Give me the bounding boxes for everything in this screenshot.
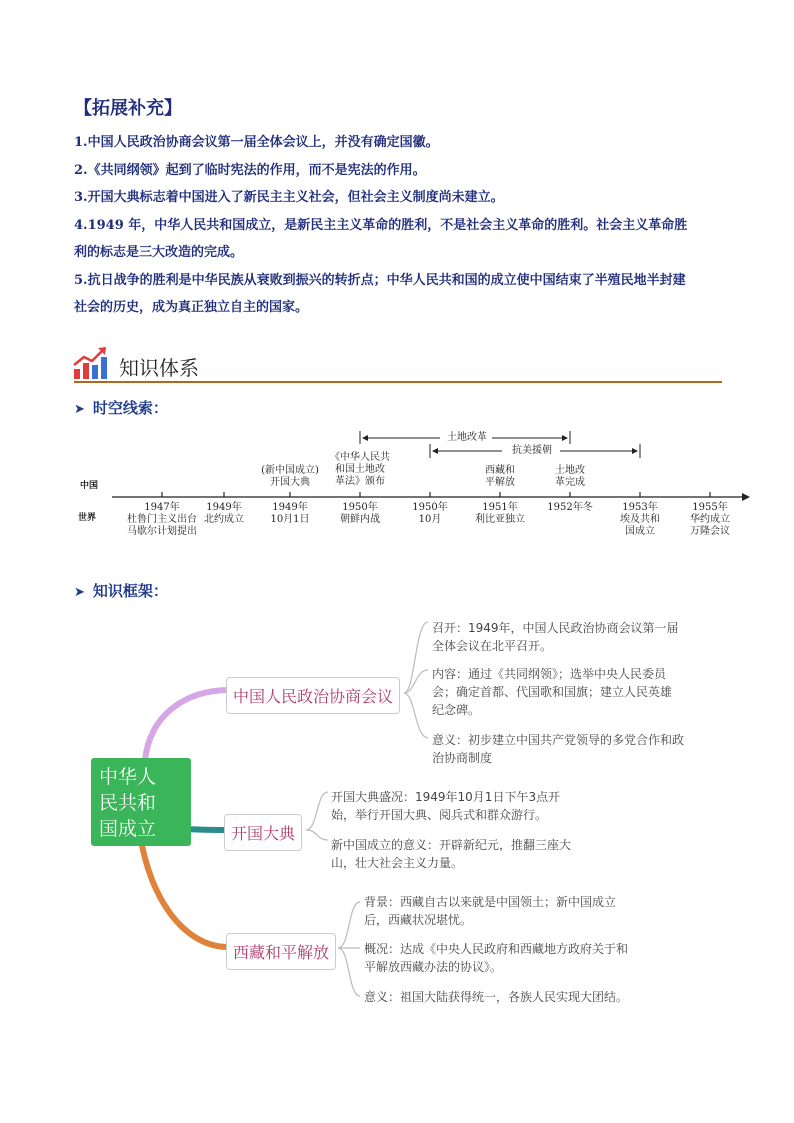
- china-event: 《中华人民共 和国土地改 革法》颁布: [330, 452, 390, 487]
- mindmap-note: 新中国成立的意义：开辟新纪元，推翻三座大 山，壮大社会主义力量。: [331, 838, 572, 870]
- span-label: 土地改革: [447, 432, 487, 443]
- mindmap-topic-tibet-liberation: 西藏和平解放: [226, 933, 336, 970]
- mindmap-root: 中华人 民共和 国成立: [91, 758, 191, 846]
- extension-line: 利的标志是三大改造的完成。: [74, 245, 244, 260]
- mindmap-note: 召开：1949年，中国人民政治协商会议第一届 全体会议在北平召开。: [432, 621, 679, 653]
- mindmap-note: 意义：初步建立中国共产党领导的多党合作和政 治协商制度: [432, 733, 685, 765]
- mindmap-note: 背景：西藏自古以来就是中国领土；新中国成立 后，西藏状况堪忧。: [364, 895, 617, 927]
- timeline-tick-label: 1950年 朝鲜内战: [340, 502, 380, 525]
- arrow-icon: ➤: [74, 402, 85, 417]
- extension-line: 3.开国大典标志着中国进入了新民主主义社会，但社会主义制度尚未建立。: [74, 190, 504, 205]
- timeline-tick-label: 1947年 杜鲁门主义出台 马歇尔计划提出: [127, 502, 197, 537]
- timeline-tick-label: 1953年 埃及共和 国成立: [620, 502, 660, 537]
- row-label-china: 中国: [80, 481, 99, 491]
- timeline-tick-label: 1951年 利比亚独立: [475, 502, 525, 525]
- china-event: 西藏和 平解放: [485, 465, 515, 488]
- extension-title: 【拓展补充】: [74, 98, 182, 119]
- mindmap-note: 概况：达成《中央人民政府和西藏地方政府关于和 平解放西藏办法的协议》。: [364, 942, 629, 974]
- mindmap-note: 内容：通过《共同纲领》；选举中央人民委员 会；确定首都、代国歌和国旗；建立人民英雄 纪念碑。: [432, 667, 673, 717]
- extension-line: 4.1949 年，中华人民共和国成立，是新民主主义革命的胜利，不是社会主义革命的胜利。社会主义革命胜: [74, 218, 688, 233]
- extension-line: 5.抗日战争的胜利是中华民族从衰败到振兴的转折点；中华人民共和国的成立使中国结束了半殖民地半封建: [74, 273, 686, 288]
- mindmap-note: 意义：祖国大陆获得统一，各族人民实现大团结。: [364, 990, 629, 1004]
- mindmap-topic-founding-ceremony: 开国大典: [224, 814, 302, 851]
- extension-line: 1.中国人民政治协商会议第一届全体会议上，并没有确定国徽。: [74, 135, 439, 150]
- timeline-tick-label: 1955年 华约成立 万隆会议: [690, 502, 730, 537]
- mindmap-note: 开国大典盛况：1949年10月1日下午3点开 始，举行开国大典、阅兵式和群众游行。: [331, 790, 561, 822]
- row-label-world: 世界: [78, 513, 97, 523]
- timeline-tick-label: 1949年 北约成立: [204, 502, 244, 525]
- extension-line: 社会的历史，成为真正独立自主的国家。: [74, 300, 309, 315]
- section-title: 知识体系: [119, 356, 199, 380]
- china-event: 土地改 革完成: [555, 465, 585, 488]
- framework-heading: ➤ 知识框架：: [74, 582, 168, 600]
- timeline-tick-label: 1952年冬: [547, 502, 593, 513]
- span-label: 抗美援朝: [512, 445, 552, 456]
- timeline-heading: ➤ 时空线索：: [74, 399, 168, 417]
- timeline-tick-label: 1950年 10月: [412, 502, 448, 525]
- extension-line: 2.《共同纲领》起到了临时宪法的作用，而不是宪法的作用。: [74, 163, 426, 178]
- china-event: (新中国成立) 开国大典: [261, 465, 319, 488]
- arrow-icon: ➤: [74, 585, 85, 600]
- timeline-tick-label: 1949年 10月1日: [270, 502, 310, 525]
- mindmap-topic-cppcc: 中国人民政治协商会议: [226, 677, 400, 714]
